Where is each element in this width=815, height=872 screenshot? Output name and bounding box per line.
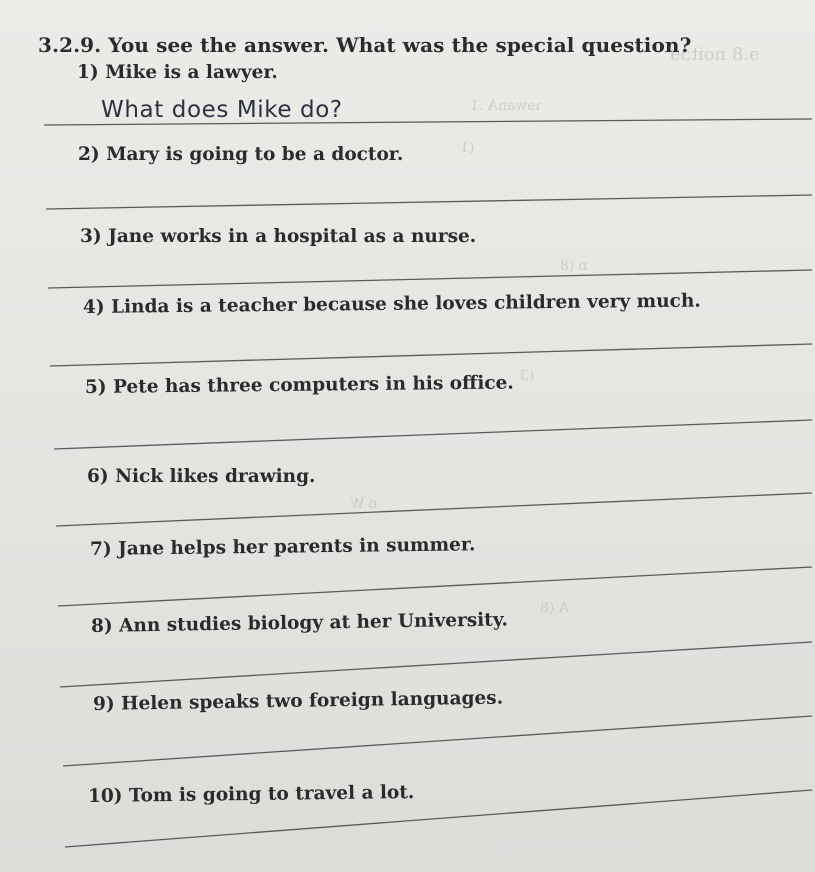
bleed-through-mark: ɘ.8 noitɔɘ	[670, 44, 760, 65]
answer-line-9	[63, 716, 812, 766]
question-item-3: 3) Jane works in a hospital as a nurse.	[80, 226, 477, 247]
answer-line-6	[56, 493, 812, 526]
question-item-8: 8) Ann studies biology at her University.	[90, 609, 508, 637]
bleed-through-mark: (1	[460, 140, 475, 156]
question-item-6: 6) Nick likes drawing.	[87, 466, 316, 487]
question-item-10: 10) Tom is going to travel a lot.	[87, 782, 415, 807]
answer-line-2	[46, 195, 812, 209]
bleed-through-mark: ɒ W	[350, 496, 378, 512]
question-item-4: 4) Linda is a teacher because she loves children very much.	[82, 290, 701, 318]
answer-line-10	[65, 790, 812, 847]
answer-line-4	[50, 344, 812, 366]
question-item-5: 5) Pete has three computers in his office.	[84, 372, 514, 398]
question-item-7: 7) Jane helps her parents in summer.	[89, 534, 476, 560]
bleed-through-mark: ɒ (8	[560, 258, 588, 274]
answer-line-5	[54, 420, 812, 449]
handwritten-answer-1: What does Mike do?	[101, 97, 343, 123]
bleed-through-mark: (3	[520, 368, 535, 384]
answer-line-8	[60, 642, 812, 687]
question-item-1: 1) Mike is a lawyer.	[77, 62, 278, 83]
exercise-title: 3.2.9. You see the answer. What was the special question?	[38, 33, 692, 58]
question-item-2: 2) Mary is going to be a doctor.	[78, 144, 404, 165]
answer-line-1	[44, 119, 812, 125]
bleed-through-mark: A (8	[540, 600, 569, 616]
answer-line-3	[48, 270, 812, 288]
question-item-9: 9) Helen speaks two foreign languages.	[92, 687, 504, 715]
answer-line-7	[58, 567, 812, 606]
bleed-through-mark: ɿɘwanA .1	[470, 98, 542, 114]
